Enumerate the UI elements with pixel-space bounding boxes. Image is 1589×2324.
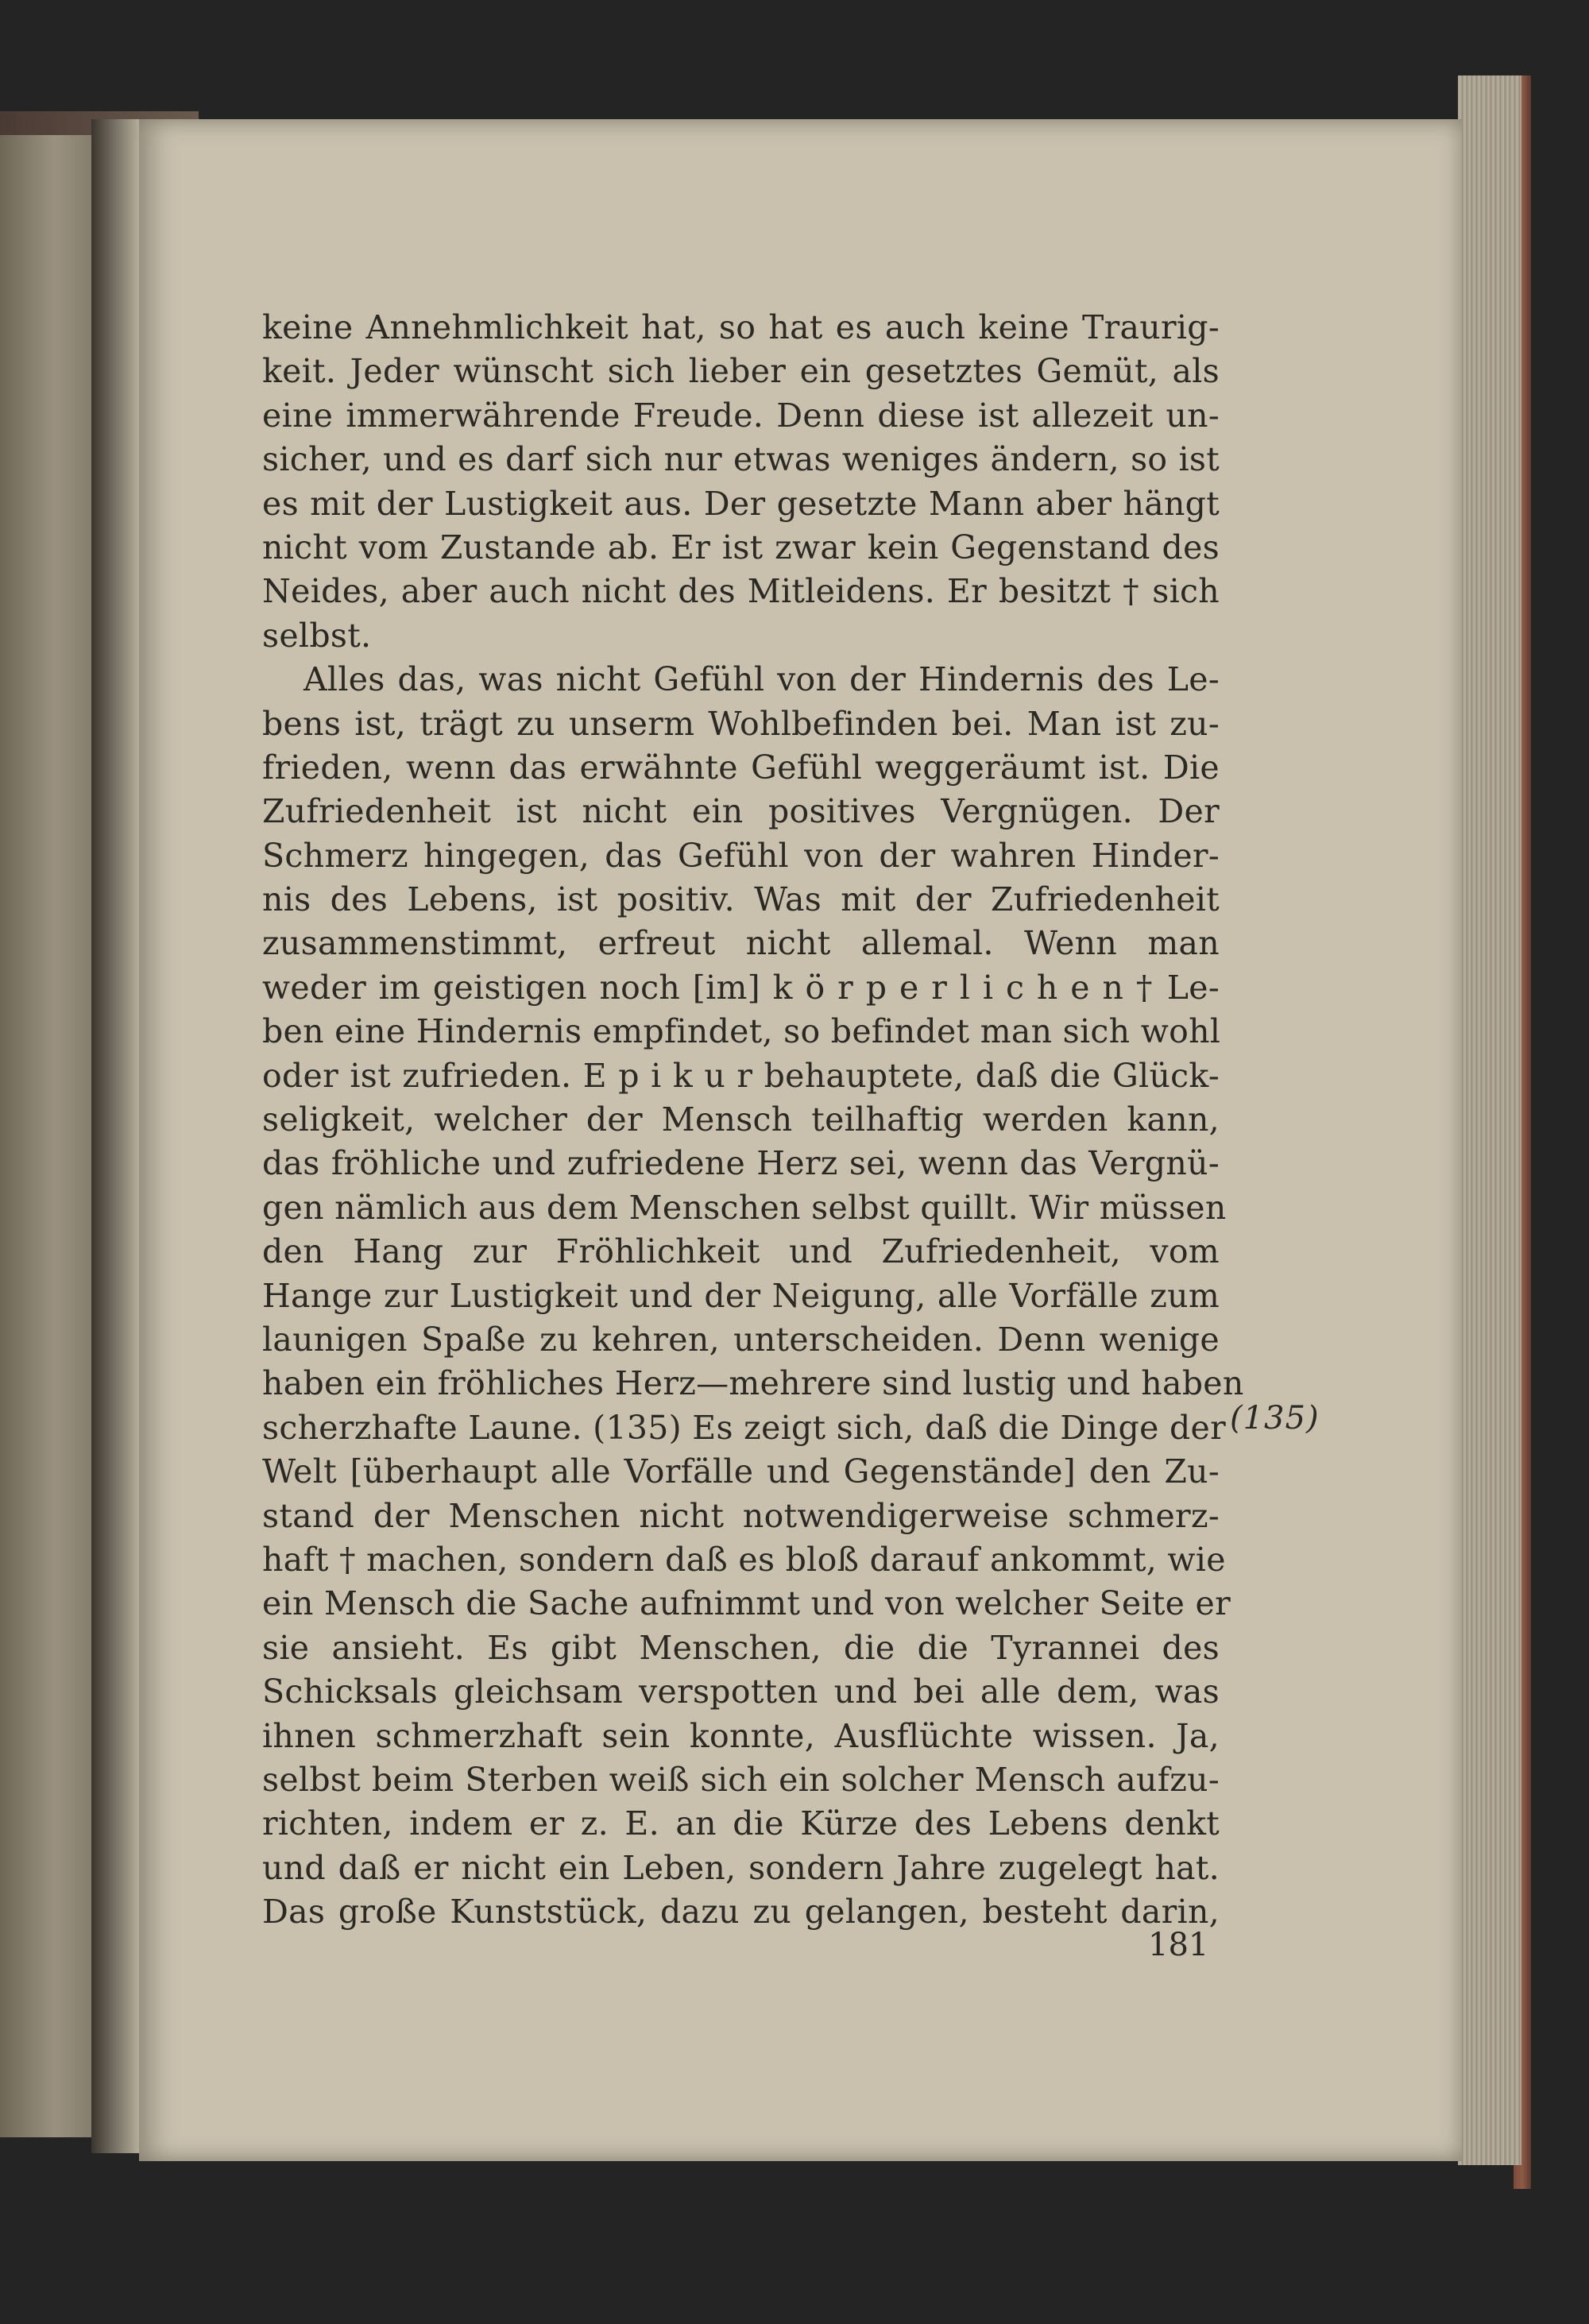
text-line: frieden, wenn das erwähnte Gefühl weggeräumt ist. Die xyxy=(262,748,1220,787)
text-line: Schmerz hingegen, das Gefühl von der wahren Hinder- xyxy=(262,836,1220,875)
text-line: weder im geistigen noch [im] k ö r p e r l i c h e n † Le- xyxy=(262,968,1220,1007)
text-line: sie ansieht. Es gibt Menschen, die die Tyrannei des xyxy=(262,1628,1220,1667)
text-line: keit. Jeder wünscht sich lieber ein gesetztes Gemüt, als xyxy=(262,352,1220,391)
text-line: den Hang zur Fröhlichkeit und Zufriedenheit, vom xyxy=(262,1232,1220,1271)
text-line: haft † machen, sondern daß es bloß darauf ankommt, wie xyxy=(262,1540,1226,1579)
text-line: sicher, und es darf sich nur etwas weniges ändern, so ist xyxy=(262,440,1220,479)
page-number: 181 xyxy=(1148,1927,1209,1963)
text-line: zusammenstimmt, erfreut nicht allemal. Wenn man xyxy=(262,924,1220,963)
text-line: Das große Kunststück, dazu zu gelangen, besteht darin, xyxy=(262,1893,1220,1932)
body-text xyxy=(262,306,1244,1934)
text-line: selbst. xyxy=(262,616,372,655)
text-line: stand der Menschen nicht notwendigerweise schmerz- xyxy=(262,1496,1220,1535)
text-line: richten, indem er z. E. an die Kürze des Lebens denkt xyxy=(262,1804,1220,1843)
text-line: eine immerwährende Freude. Denn diese ist allezeit un- xyxy=(262,396,1220,435)
text-line: seligkeit, welcher der Mensch teilhaftig werden kann, xyxy=(262,1100,1220,1139)
text-line: keine Annehmlichkeit hat, so hat es auch keine Traurig- xyxy=(262,308,1220,346)
text-line: nis des Lebens, ist positiv. Was mit der Zufriedenheit xyxy=(262,880,1220,919)
text-line: Neides, aber auch nicht des Mitleidens. Er besitzt † sich xyxy=(262,572,1220,611)
text-line: haben ein fröhliches Herz—mehrere sind lustig und haben xyxy=(262,1364,1244,1403)
text-line: ihnen schmerzhaft sein konnte, Ausflüchte wissen. Ja, xyxy=(262,1716,1220,1755)
text-line: es mit der Lustigkeit aus. Der gesetzte Mann aber hängt xyxy=(262,484,1220,523)
margin-page-reference: (135) xyxy=(1230,1400,1320,1437)
text-line: Zufriedenheit ist nicht ein positives Vergnügen. Der xyxy=(262,792,1220,831)
text-line: ein Mensch die Sache aufnimmt und von welcher Seite er xyxy=(262,1584,1231,1623)
text-line: und daß er nicht ein Leben, sondern Jahre zugelegt hat. xyxy=(262,1848,1220,1887)
left-page-edge xyxy=(0,135,91,2137)
text-line: Welt [überhaupt alle Vorfälle und Gegenstände] den Zu- xyxy=(262,1452,1220,1491)
book-gutter xyxy=(91,119,139,2153)
text-line: bens ist, trägt zu unserm Wohlbefinden bei. Man ist zu- xyxy=(262,704,1220,743)
text-line: Hange zur Lustigkeit und der Neigung, alle Vorfälle zum xyxy=(262,1276,1220,1315)
text-line: nicht vom Zustande ab. Er ist zwar kein Gegenstand des xyxy=(262,528,1220,566)
page-stack-edge xyxy=(1458,75,1521,2165)
text-line: Schicksals gleichsam verspotten und bei alle dem, was xyxy=(262,1672,1220,1711)
text-line: das fröhliche und zufriedene Herz sei, wenn das Vergnü- xyxy=(262,1144,1220,1183)
text-line: gen nämlich aus dem Menschen selbst quillt. Wir müssen xyxy=(262,1188,1227,1227)
text-line: launigen Spaße zu kehren, unterscheiden. Denn wenige xyxy=(262,1320,1220,1359)
text-line: Alles das, was nicht Gefühl von der Hindernis des Le- xyxy=(303,660,1220,699)
text-line: oder ist zufrieden. E p i k u r behauptete, daß die Glück- xyxy=(262,1056,1220,1095)
text-line: ben eine Hindernis empfindet, so befindet man sich wohl xyxy=(262,1012,1221,1051)
text-line: selbst beim Sterben weiß sich ein solcher Mensch aufzu- xyxy=(262,1760,1220,1799)
text-line: scherzhafte Laune. (135) Es zeigt sich, daß die Dinge der xyxy=(262,1408,1226,1447)
